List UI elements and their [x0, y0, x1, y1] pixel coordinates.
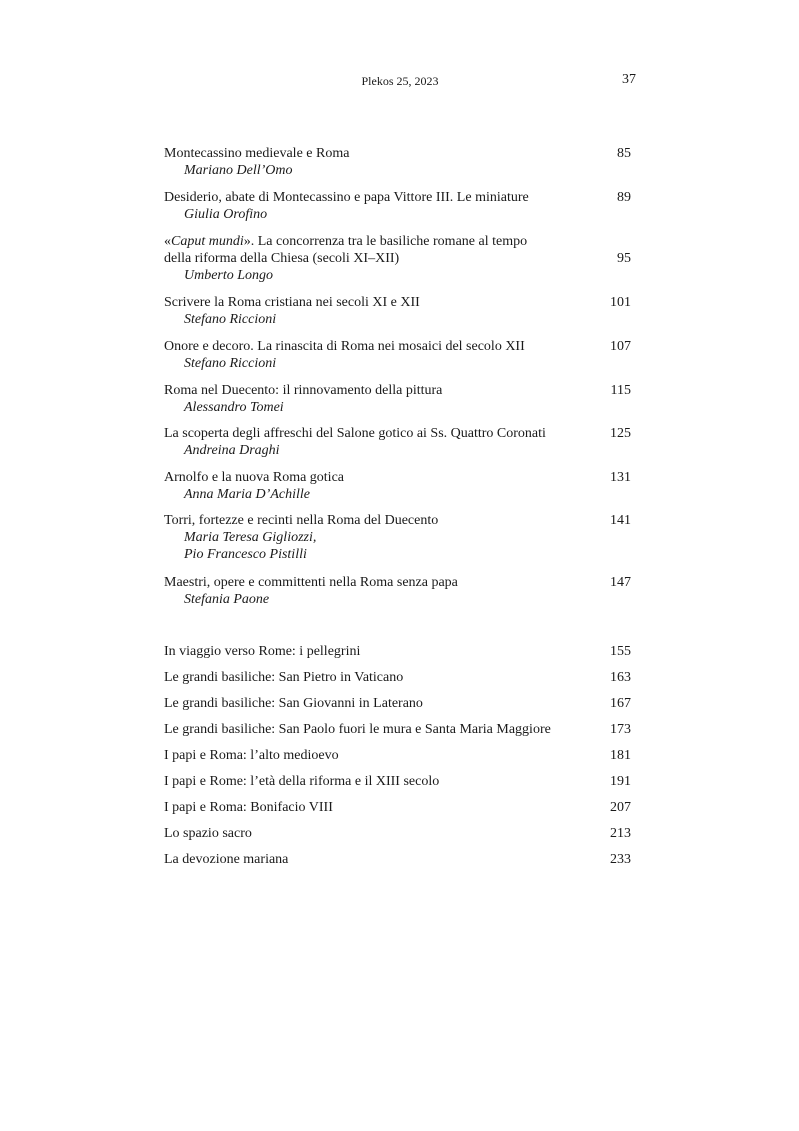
- entry-author: Maria Teresa Gigliozzi,: [184, 530, 317, 545]
- toc-section-6: [164, 773, 631, 790]
- toc-entry-8: [164, 469, 631, 503]
- section-page: 155: [610, 644, 631, 659]
- toc-section-5: [164, 747, 631, 764]
- toc-section-2: [164, 669, 631, 686]
- entry-page: 101: [610, 295, 631, 310]
- section-title: In viaggio verso Rome: i pellegrini: [164, 644, 361, 659]
- toc-entry-10: [164, 574, 631, 608]
- entry-page: 147: [610, 575, 631, 590]
- entry-author: Giulia Orofino: [184, 207, 268, 222]
- entry-page: 141: [610, 513, 631, 528]
- section-title: Le grandi basiliche: San Pietro in Vaticano: [164, 670, 404, 685]
- entry-title-continued: della riforma della Chiesa (secoli XI–XII): [164, 251, 400, 266]
- section-page: 233: [610, 852, 631, 867]
- toc-entry-1: [164, 145, 631, 179]
- entry-title: Roma nel Duecento: il rinnovamento della pittura: [164, 383, 443, 398]
- entry-author: Stefano Riccioni: [184, 356, 277, 371]
- section-title: I papi e Roma: Bonifacio VIII: [164, 800, 333, 815]
- entry-author: Stefano Riccioni: [184, 312, 277, 327]
- entry-title: Scrivere la Roma cristiana nei secoli XI e XII: [164, 295, 420, 310]
- entry-title: Desiderio, abate di Montecassino e papa Vittore III. Le miniature: [164, 190, 529, 205]
- section-title: La devozione mariana: [164, 852, 289, 867]
- section-page: 181: [610, 748, 631, 763]
- entry-title: Onore e decoro. La rinascita di Roma nei mosaici del secolo XII: [164, 339, 525, 354]
- toc-entry-6: [164, 382, 631, 416]
- entry-page: 131: [610, 470, 631, 485]
- section-title: I papi e Rome: l’età della riforma e il XIII secolo: [164, 774, 440, 789]
- toc-entry-3: [164, 233, 631, 284]
- entry-author: Umberto Longo: [184, 268, 274, 283]
- toc-entry-4: [164, 294, 631, 328]
- section-title: I papi e Roma: l’alto medioevo: [164, 748, 339, 763]
- entry-title: La scoperta degli affreschi del Salone gotico ai Ss. Quattro Coronati: [164, 426, 546, 441]
- entry-title: Torri, fortezze e recinti nella Roma del Duecento: [164, 513, 439, 528]
- entry-author: Andreina Draghi: [184, 443, 280, 458]
- entry-page: 89: [617, 190, 631, 205]
- entry-page: 125: [610, 426, 631, 441]
- toc-section-1: [164, 643, 631, 660]
- toc-entry-7: [164, 425, 631, 459]
- running-head: Plekos 25, 2023: [361, 74, 439, 88]
- toc-section-8: [164, 825, 631, 842]
- entry-title: «Caput mundi». La concorrenza tra le basiliche romane al tempo: [164, 234, 528, 249]
- entry-page: 85: [617, 146, 631, 161]
- toc-section-9: [164, 851, 631, 868]
- toc-section-4: [164, 721, 631, 738]
- section-page: 213: [610, 826, 631, 841]
- entry-page: 95: [617, 251, 631, 266]
- section-page: 167: [610, 696, 631, 711]
- section-page: 191: [610, 774, 631, 789]
- folio-page-number: 37: [622, 72, 636, 87]
- entry-title: Montecassino medievale e Roma: [164, 146, 350, 161]
- entry-author: Pio Francesco Pistilli: [184, 547, 307, 562]
- toc-section-7: [164, 799, 631, 816]
- entry-page: 107: [610, 339, 631, 354]
- section-page: 173: [610, 722, 631, 737]
- toc-entry-5: [164, 338, 631, 372]
- section-title: Le grandi basiliche: San Paolo fuori le mura e Santa Maria Maggiore: [164, 722, 551, 737]
- section-title: Le grandi basiliche: San Giovanni in Laterano: [164, 696, 423, 711]
- entry-title: Arnolfo e la nuova Roma gotica: [164, 470, 345, 485]
- entry-page: 115: [610, 383, 631, 398]
- entry-author: Alessandro Tomei: [184, 400, 284, 415]
- entry-author: Stefania Paone: [184, 592, 270, 607]
- toc-entry-9: [164, 512, 631, 563]
- toc-entry-2: [164, 189, 631, 223]
- section-page: 163: [610, 670, 631, 685]
- entry-author: Mariano Dell’Omo: [184, 163, 293, 178]
- section-title: Lo spazio sacro: [164, 826, 252, 841]
- entry-author: Anna Maria D’Achille: [184, 487, 310, 502]
- entry-title: Maestri, opere e committenti nella Roma senza papa: [164, 575, 458, 590]
- toc-section-3: [164, 695, 631, 712]
- section-page: 207: [610, 800, 631, 815]
